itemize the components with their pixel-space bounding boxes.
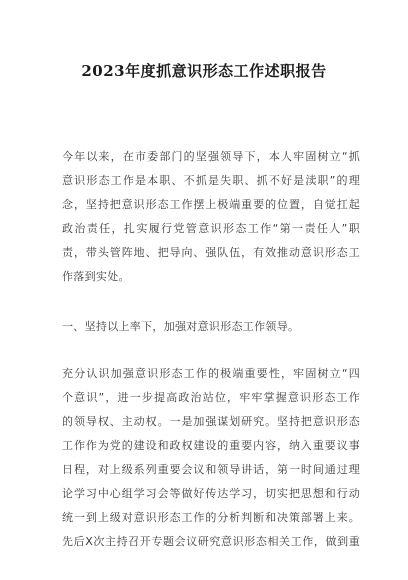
paragraph-line: 个意识”，进一步提高政治站位，牢牢掌握意识形态工作 xyxy=(62,391,360,404)
paragraph-line: 念，坚持把意识形态工作摆上极端重要的位置，自觉扛起 xyxy=(62,198,360,211)
paragraph-line: 作落到实处。 xyxy=(62,270,130,283)
paragraph-line: 的领导权、主动权。一是加强谋划研究。坚持把意识形态 xyxy=(62,415,360,428)
document-title: 2023年度抓意识形态工作述职报告 xyxy=(81,62,327,80)
paragraph-line: 论学习中心组学习会等做好传达学习，切实把思想和行动 xyxy=(62,487,360,500)
paragraph-line: 责，带头管阵地、把导向、强队伍，有效推动意识形态工 xyxy=(62,246,360,259)
paragraph-line: 先后X次主持召开专题会议研究意识形态相关工作，做到重 xyxy=(62,535,360,548)
paragraph-intro xyxy=(62,145,360,289)
paragraph-line: 日程，对上级系列重要会议和领导讲话，第一时间通过理 xyxy=(62,463,360,476)
paragraph-section-1-body xyxy=(62,362,360,554)
paragraph-line: 工作作为党的建设和政权建设的重要内容，纳入重要议事 xyxy=(62,439,360,452)
paragraph-line: 充分认识加强意识形态工作的极端重要性，牢固树立“四 xyxy=(62,367,360,380)
paragraph-line: 统一到上级对意识形态工作的分析判断和决策部署上来。 xyxy=(62,511,360,524)
section-heading-1 xyxy=(62,315,360,339)
paragraph-line: 今年以来，在市委部门的坚强领导下，本人牢固树立“抓 xyxy=(62,150,360,163)
section-heading-text: 一、坚持以上率下，加强对意识形态工作领导。 xyxy=(62,320,300,333)
paragraph-line: 意识形态工作是本职、不抓是失职、抓不好是渎职”的理 xyxy=(62,174,360,187)
paragraph-line: 政治责任，扎实履行党管意识形态工作“第一责任人”职 xyxy=(62,222,360,235)
